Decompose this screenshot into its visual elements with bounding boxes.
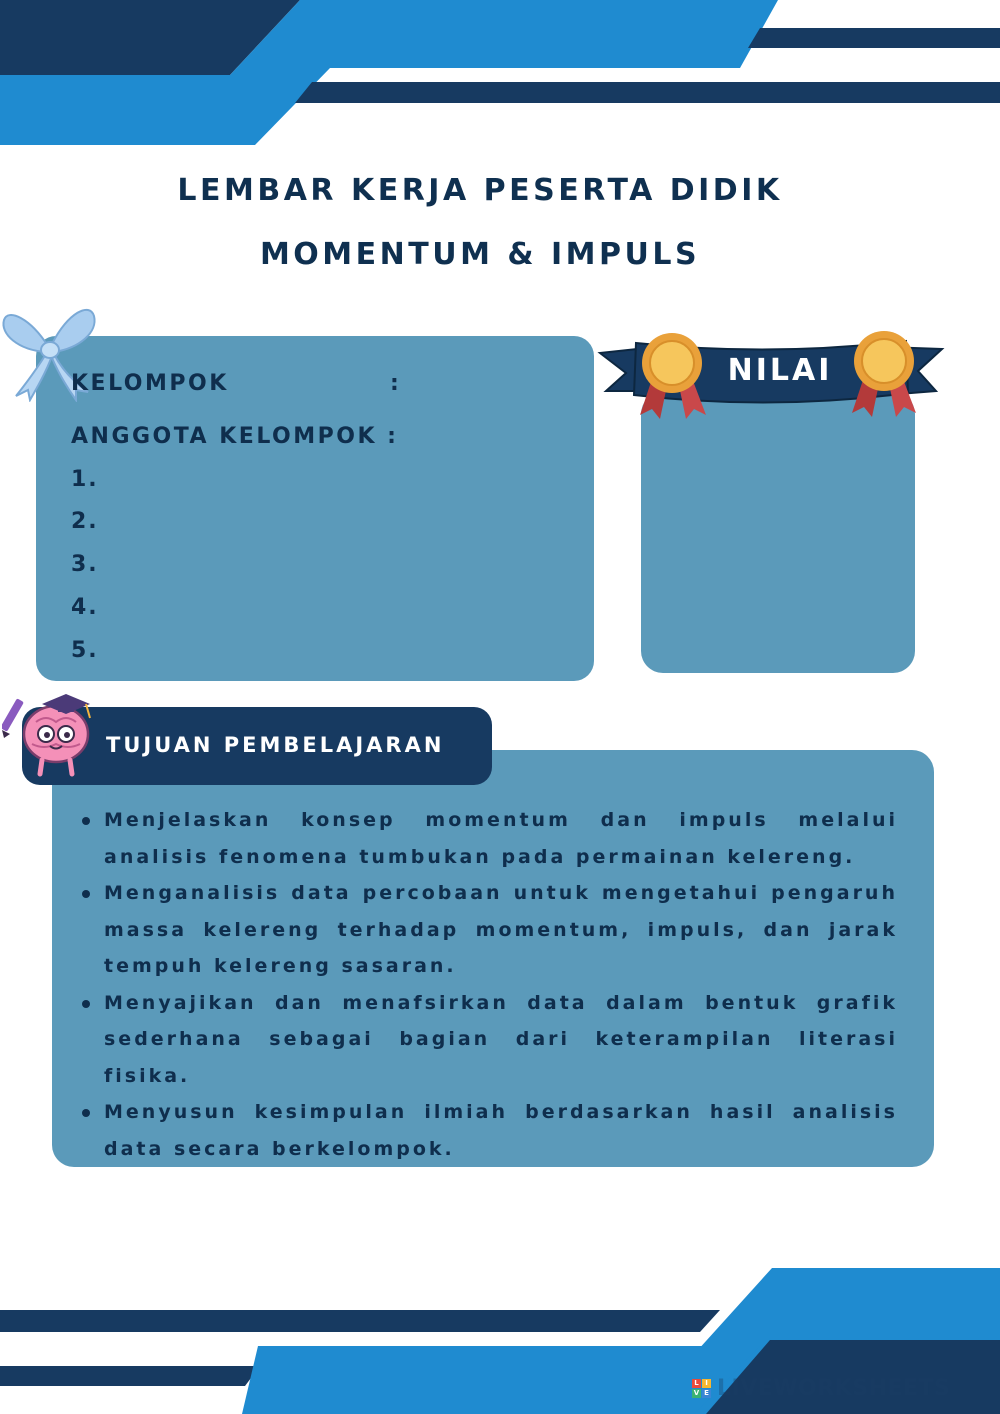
member-number-3: 3. bbox=[71, 552, 99, 577]
footer-stripe-top bbox=[0, 1310, 720, 1332]
objective-item-3: Menyajikan dan menafsirkan data dalam bentuk grafik sederhana sebagai bagian dari keterampilan literasi fisika. bbox=[78, 985, 898, 1095]
nilai-label: NILAI bbox=[727, 353, 833, 388]
page-subtitle: MOMENTUM & IMPULS bbox=[259, 237, 701, 272]
liveworksheets-watermark bbox=[692, 1376, 950, 1401]
logo-letter: E bbox=[702, 1389, 711, 1398]
objective-item-2: Menganalisis data percobaan untuk mengetahui pengaruh massa kelereng terhadap momentum, impuls, dan jarak tempuh kelereng sasaran. bbox=[78, 875, 898, 985]
logo-letter: V bbox=[693, 1389, 700, 1397]
logo-letter: I bbox=[702, 1379, 711, 1388]
header-stripe-top bbox=[748, 28, 1000, 48]
objective-item-4: Menyusun kesimpulan ilmiah berdasarkan hasil analisis data secara berkelompok. bbox=[78, 1094, 898, 1167]
member-number-5: 5. bbox=[71, 638, 99, 663]
anggota-label: ANGGOTA KELOMPOK : bbox=[71, 424, 399, 449]
objective-item-1: Menjelaskan konsep momentum dan impuls melalui analisis fenomena tumbukan pada permainan kelereng. bbox=[78, 802, 898, 875]
logo-letter: L bbox=[692, 1379, 701, 1388]
objectives-list bbox=[78, 802, 898, 1167]
objectives-tab-label: TUJUAN PEMBELAJARAN bbox=[106, 733, 445, 757]
brain-mascot-icon bbox=[2, 688, 102, 780]
footer-stripe-bottom bbox=[0, 1366, 260, 1386]
page-title: LEMBAR KERJA PESERTA DIDIK bbox=[177, 173, 783, 208]
header-decoration bbox=[0, 0, 1000, 160]
kelompok-label: KELOMPOK bbox=[71, 371, 229, 396]
member-number-4: 4. bbox=[71, 595, 99, 620]
kelompok-colon: : bbox=[390, 371, 402, 396]
liveworksheets-text: LIVEWORKSHEETS bbox=[717, 1376, 951, 1401]
footer-blue-band-2 bbox=[242, 1346, 760, 1414]
header-stripe-bottom bbox=[295, 82, 1000, 103]
member-number-1: 1. bbox=[71, 467, 99, 492]
medal-left-icon bbox=[640, 333, 706, 419]
medal-right-icon bbox=[852, 331, 916, 417]
liveworksheets-logo-icon bbox=[692, 1379, 711, 1398]
score-panel bbox=[641, 392, 915, 673]
member-number-2: 2. bbox=[71, 509, 99, 534]
